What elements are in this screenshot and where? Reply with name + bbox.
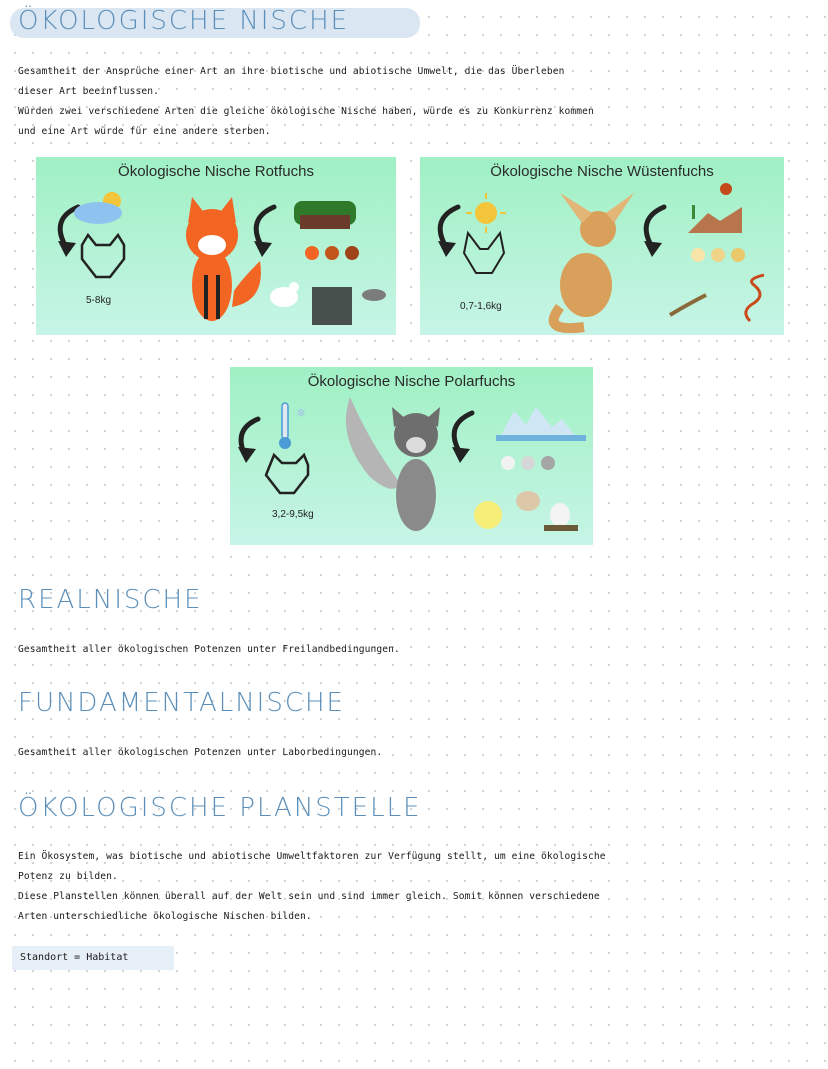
color-dot <box>541 456 555 470</box>
fundamentalnische-line: Gesamtheit aller ökologischen Potenzen unter Laborbedingungen. <box>18 747 383 758</box>
desert-icon <box>688 207 742 233</box>
curved-arrow-icon <box>440 207 458 247</box>
heading-fundamentalnische: FUNDAMENTALNISCHE <box>18 688 345 718</box>
fox-head-icon <box>266 455 308 493</box>
intro-line: Würden zwei verschiedene Arten die gleiche ökologische Nische haben, würde es zu Konkurrenz kommen <box>18 106 594 117</box>
realnische-text <box>18 640 400 660</box>
trash-icon <box>312 287 352 325</box>
planstelle-line: Ein Ökosystem, was biotische und abiotische Umweltfaktoren zur Verfügung stellt, um eine ökologische <box>18 851 606 862</box>
heading-realnische: REALNISCHE <box>18 585 203 615</box>
color-dot <box>325 246 339 260</box>
heading-oekologische-nische: ÖKOLOGISCHE NISCHE <box>18 6 350 36</box>
fundamentalnische-text <box>18 743 382 763</box>
intro-line: und eine Art würde für eine andere sterben. <box>18 126 271 137</box>
egg-icon <box>550 503 570 527</box>
color-dot <box>521 456 535 470</box>
color-dot <box>691 248 705 262</box>
planstelle-line: Diese Planstellen können überall auf der Welt sein und sind immer gleich. Somit können verschiedene <box>18 891 600 902</box>
heading-planstelle: ÖKOLOGISCHE PLANSTELLE <box>18 793 422 823</box>
color-dot <box>501 456 515 470</box>
weight-label: 0,7-1,6kg <box>460 301 502 312</box>
fennec-fox-body <box>560 253 612 317</box>
planstelle-paragraph <box>18 847 606 927</box>
sun-icon <box>475 202 497 224</box>
panel-polarfuchs <box>230 367 593 545</box>
intro-line: dieser Art beeinflussen. <box>18 86 160 97</box>
planstelle-line: Potenz zu bilden. <box>18 871 118 882</box>
desert-sun-icon <box>720 183 732 195</box>
red-fox-tail <box>232 261 261 307</box>
weight-label: 3,2-9,5kg <box>272 509 314 520</box>
weight-label: 5-8kg <box>86 295 112 306</box>
chick-icon <box>474 501 502 529</box>
intro-paragraph <box>18 62 594 142</box>
realnische-line: Gesamtheit aller ökologischen Potenzen unter Freilandbedingungen. <box>18 644 400 655</box>
panel-title: Ökologische Nische Wüstenfuchs <box>490 163 714 180</box>
intro-line: Gesamtheit der Ansprüche einer Art an ihre biotische und abiotische Umwelt, die das Überleben <box>18 66 565 77</box>
fennec-head-icon <box>464 233 504 273</box>
color-dot <box>711 248 725 262</box>
arctic-fox-tail <box>346 397 400 489</box>
lizard-icon <box>670 295 706 315</box>
panel-title: Ökologische Nische Rotfuchs <box>118 163 314 180</box>
panel-wuestenfuchs <box>420 157 784 335</box>
thermometer-icon <box>282 403 288 439</box>
panel-rotfuchs <box>36 157 396 335</box>
shell-icon <box>516 491 540 511</box>
panel-title: Ökologische Nische Polarfuchs <box>307 373 516 390</box>
rat-icon <box>362 289 386 301</box>
snowflake-icon: ❄ <box>296 406 307 420</box>
color-dot <box>305 246 319 260</box>
arrow-head <box>58 241 76 257</box>
iceberg-icon <box>500 407 576 437</box>
color-dot <box>345 246 359 260</box>
planstelle-line: Arten unterschiedliche ökologische Nischen bilden. <box>18 911 312 922</box>
rotfuchs-illustration <box>36 157 396 335</box>
standort-habitat-tag: Standort = Habitat <box>12 946 174 970</box>
snake-icon <box>746 275 764 321</box>
fox-head-icon <box>82 235 124 277</box>
color-dot <box>731 248 745 262</box>
cloud-icon <box>74 202 122 224</box>
arctic-fox-body <box>396 459 436 531</box>
